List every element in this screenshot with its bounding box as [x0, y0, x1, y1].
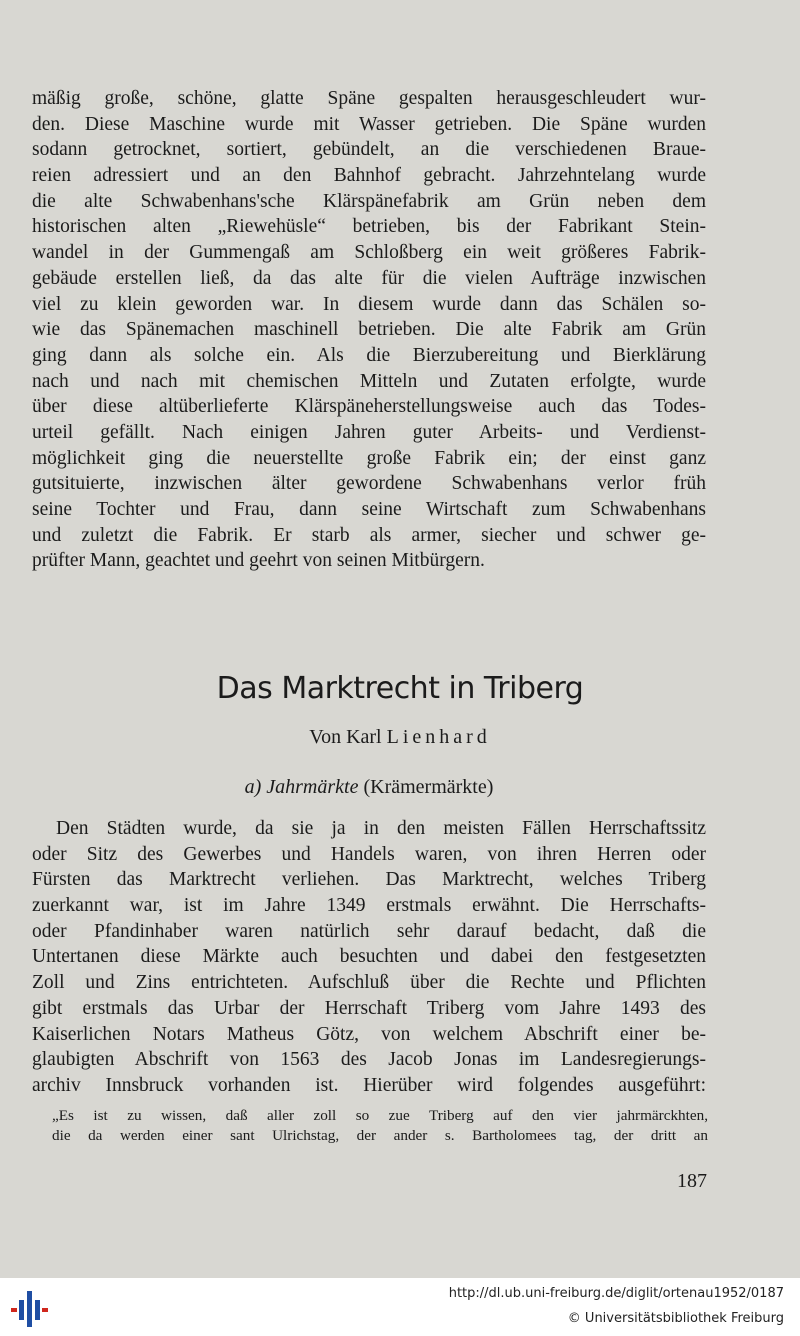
paragraph-1 [32, 86, 706, 574]
text-line: möglichkeit ging die neuerstellte große Fabrik ein; der einst ganz [32, 447, 706, 469]
text-line: gibt erstmals das Urbar der Herrschaft Triberg vom Jahre 1493 des [32, 997, 706, 1019]
text-line: ging dann als solche ein. Als die Bierzubereitung und Bierklärung [32, 344, 706, 366]
byline [0, 726, 800, 749]
section-label: a) Jahrmärkte [244, 776, 359, 798]
permalink[interactable]: http://dl.ub.uni-freiburg.de/diglit/ortenau1952/0187 [448, 1286, 784, 1301]
text-line: und zuletzt die Fabrik. Er starb als armer, siecher und schwer ge- [32, 524, 706, 546]
text-line: oder Sitz des Gewerbes und Handels waren, von ihren Herren oder [32, 843, 706, 865]
author-name: Lienhard [386, 726, 491, 748]
text-line: gebäude erstellen ließ, da das alte für die vielen Aufträge inzwischen [32, 267, 706, 289]
quotation [52, 1106, 708, 1146]
text-line: Fürsten das Marktrecht verliehen. Das Marktrecht, welches Triberg [32, 869, 706, 891]
text-line: urteil gefällt. Nach einigen Jahren guter Arbeits- und Verdienst- [32, 421, 706, 443]
paragraph-2 [32, 816, 706, 1099]
text-line: prüfter Mann, geachtet und geehrt von seinen Mitbürgern. [32, 550, 485, 572]
section-heading [0, 776, 738, 799]
text-line: wie das Spänemachen maschinell betrieben. Die alte Fabrik am Grün [32, 319, 706, 341]
quote-line: die da werden einer sant Ulrichstag, der ander s. Bartholomees tag, der dritt an [52, 1127, 708, 1144]
text-line: glaubigten Abschrift von 1563 des Jacob Jonas im Landesregierungs- [32, 1049, 706, 1071]
text-line: seine Tochter und Frau, dann seine Wirtschaft zum Schwabenhans [32, 499, 706, 520]
page-number: 187 [677, 1170, 707, 1192]
text-line: nach und nach mit chemischen Mitteln und Zutaten erfolgte, wurde [32, 370, 706, 392]
text-line: über diese altüberlieferte Klärspäneherstellungsweise auch das Todes- [32, 396, 706, 418]
text-line: archiv Innsbruck vorhanden ist. Hierüber wird folgendes ausgeführt: [32, 1074, 706, 1096]
text-line: oder Pfandinhaber waren natürlich sehr darauf bedacht, daß die [32, 920, 706, 942]
text-line: Kaiserlichen Notars Matheus Götz, von welchem Abschrift einer be- [32, 1023, 706, 1045]
text-line: Den Städten wurde, da sie ja in den meisten Fällen Herrschaftssitz [56, 818, 706, 839]
text-line: den. Diese Maschine wurde mit Wasser getrieben. Die Späne wurden [32, 113, 706, 135]
text-line: historischen alten „Riewehüsle“ betrieben, bis der Fabrikant Stein- [32, 216, 706, 238]
footer-bar [0, 1278, 800, 1336]
text-line: viel zu klein geworden war. In diesem wurde dann das Schälen so- [32, 293, 706, 315]
text-line: Zoll und Zins entrichteten. Aufschluß über die Rechte und Pflichten [32, 972, 706, 994]
text-line: wandel in der Gummengaß am Schloßberg ein weit größeres Fabrik- [32, 242, 706, 264]
copyright-notice: © Universitätsbibliothek Freiburg [567, 1311, 784, 1326]
byline-prefix: Von Karl [309, 726, 387, 748]
text-line: mäßig große, schöne, glatte Späne gespalten herausgeschleudert wur- [32, 88, 706, 109]
text-line: die alte Schwabenhans'sche Klärspänefabrik am Grün neben dem [32, 190, 706, 212]
ub-freiburg-logo-icon [8, 1288, 50, 1330]
text-line: sodann getrocknet, sortiert, gebündelt, an die verschiedenen Braue- [32, 139, 706, 161]
article-title: Das Marktrecht in Triberg [216, 671, 584, 706]
text-line: zuerkannt war, ist im Jahre 1349 erstmals erwähnt. Die Herrschafts- [32, 895, 706, 917]
text-line: gutsituierte, inzwischen älter gewordene Schwabenhans verlor früh [32, 473, 706, 495]
quote-line: „Es ist zu wissen, daß aller zoll so zue Triberg auf den vier jahrmärckhten, [52, 1107, 708, 1124]
text-line: Untertanen diese Märkte auch besuchten und dabei den festgesetzten [32, 946, 706, 968]
text-line: reien adressiert und an den Bahnhof gebracht. Jahrzehntelang wurde [32, 165, 706, 187]
section-note: (Krämermärkte) [363, 776, 494, 798]
